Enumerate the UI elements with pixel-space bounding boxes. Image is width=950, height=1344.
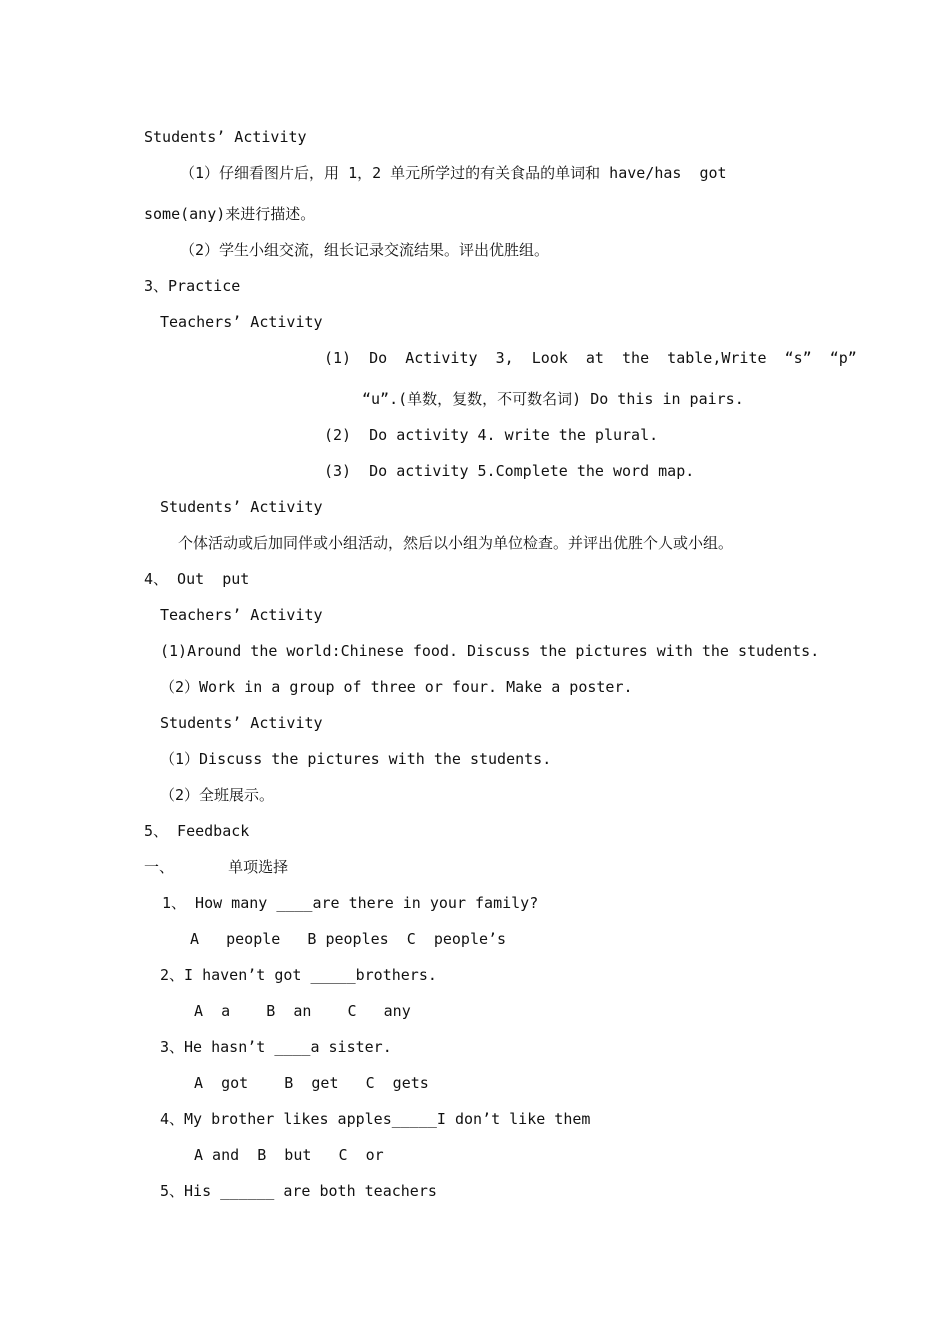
practice-item-1-continued: “u”.(单数，复数，不可数名词) Do this in pairs. — [362, 390, 744, 408]
section-output-heading: 4、 Out put — [144, 570, 250, 588]
question-2: 2、I haven’t got _____brothers. — [160, 966, 437, 984]
multiple-choice-heading: 一、 单项选择 — [144, 858, 289, 876]
practice-item-2: (2) Do activity 4. write the plural. — [324, 426, 659, 444]
students-output-item-1: （1）Discuss the pictures with the students. — [160, 750, 552, 768]
teachers-activity-heading: Teachers’ Activity — [160, 606, 323, 624]
students-activity-heading: Students’ Activity — [160, 498, 323, 516]
output-item-2: （2）Work in a group of three or four. Make a poster. — [160, 678, 633, 696]
question-4-options: A and B but C or — [194, 1146, 384, 1164]
question-1: 1、 How many ____are there in your family? — [162, 894, 539, 912]
students-activity-heading: Students’ Activity — [144, 128, 307, 146]
teachers-activity-heading: Teachers’ Activity — [160, 313, 323, 331]
question-3: 3、He hasn’t ____a sister. — [160, 1038, 392, 1056]
practice-item-1: (1) Do Activity 3, Look at the table,Write “s” “p” — [324, 349, 857, 367]
section-practice-heading: 3、Practice — [144, 277, 241, 295]
activity-item-1-continued: some(any)来进行描述。 — [144, 205, 316, 223]
question-2-options: A a B an C any — [194, 1002, 411, 1020]
students-output-item-2: （2）全班展示。 — [160, 786, 275, 804]
students-activity-description: 个体活动或后加同伴或小组活动，然后以小组为单位检查。并评出优胜个人或小组。 — [178, 534, 734, 552]
question-5: 5、His ______ are both teachers — [160, 1182, 437, 1200]
activity-item-2: （2）学生小组交流，组长记录交流结果。评出优胜组。 — [180, 241, 550, 259]
activity-item-1: （1）仔细看图片后，用 1，2 单元所学过的有关食品的单词和 have/has got — [180, 164, 727, 182]
output-item-1: (1)Around the world:Chinese food. Discuss the pictures with the students. — [160, 642, 820, 660]
students-activity-heading: Students’ Activity — [160, 714, 323, 732]
question-1-options: A people B peoples C people’s — [190, 930, 507, 948]
question-3-options: A got B get C gets — [194, 1074, 429, 1092]
section-feedback-heading: 5、 Feedback — [144, 822, 250, 840]
practice-item-3: (3) Do activity 5.Complete the word map. — [324, 462, 695, 480]
question-4: 4、My brother likes apples_____I don’t like them — [160, 1110, 591, 1128]
